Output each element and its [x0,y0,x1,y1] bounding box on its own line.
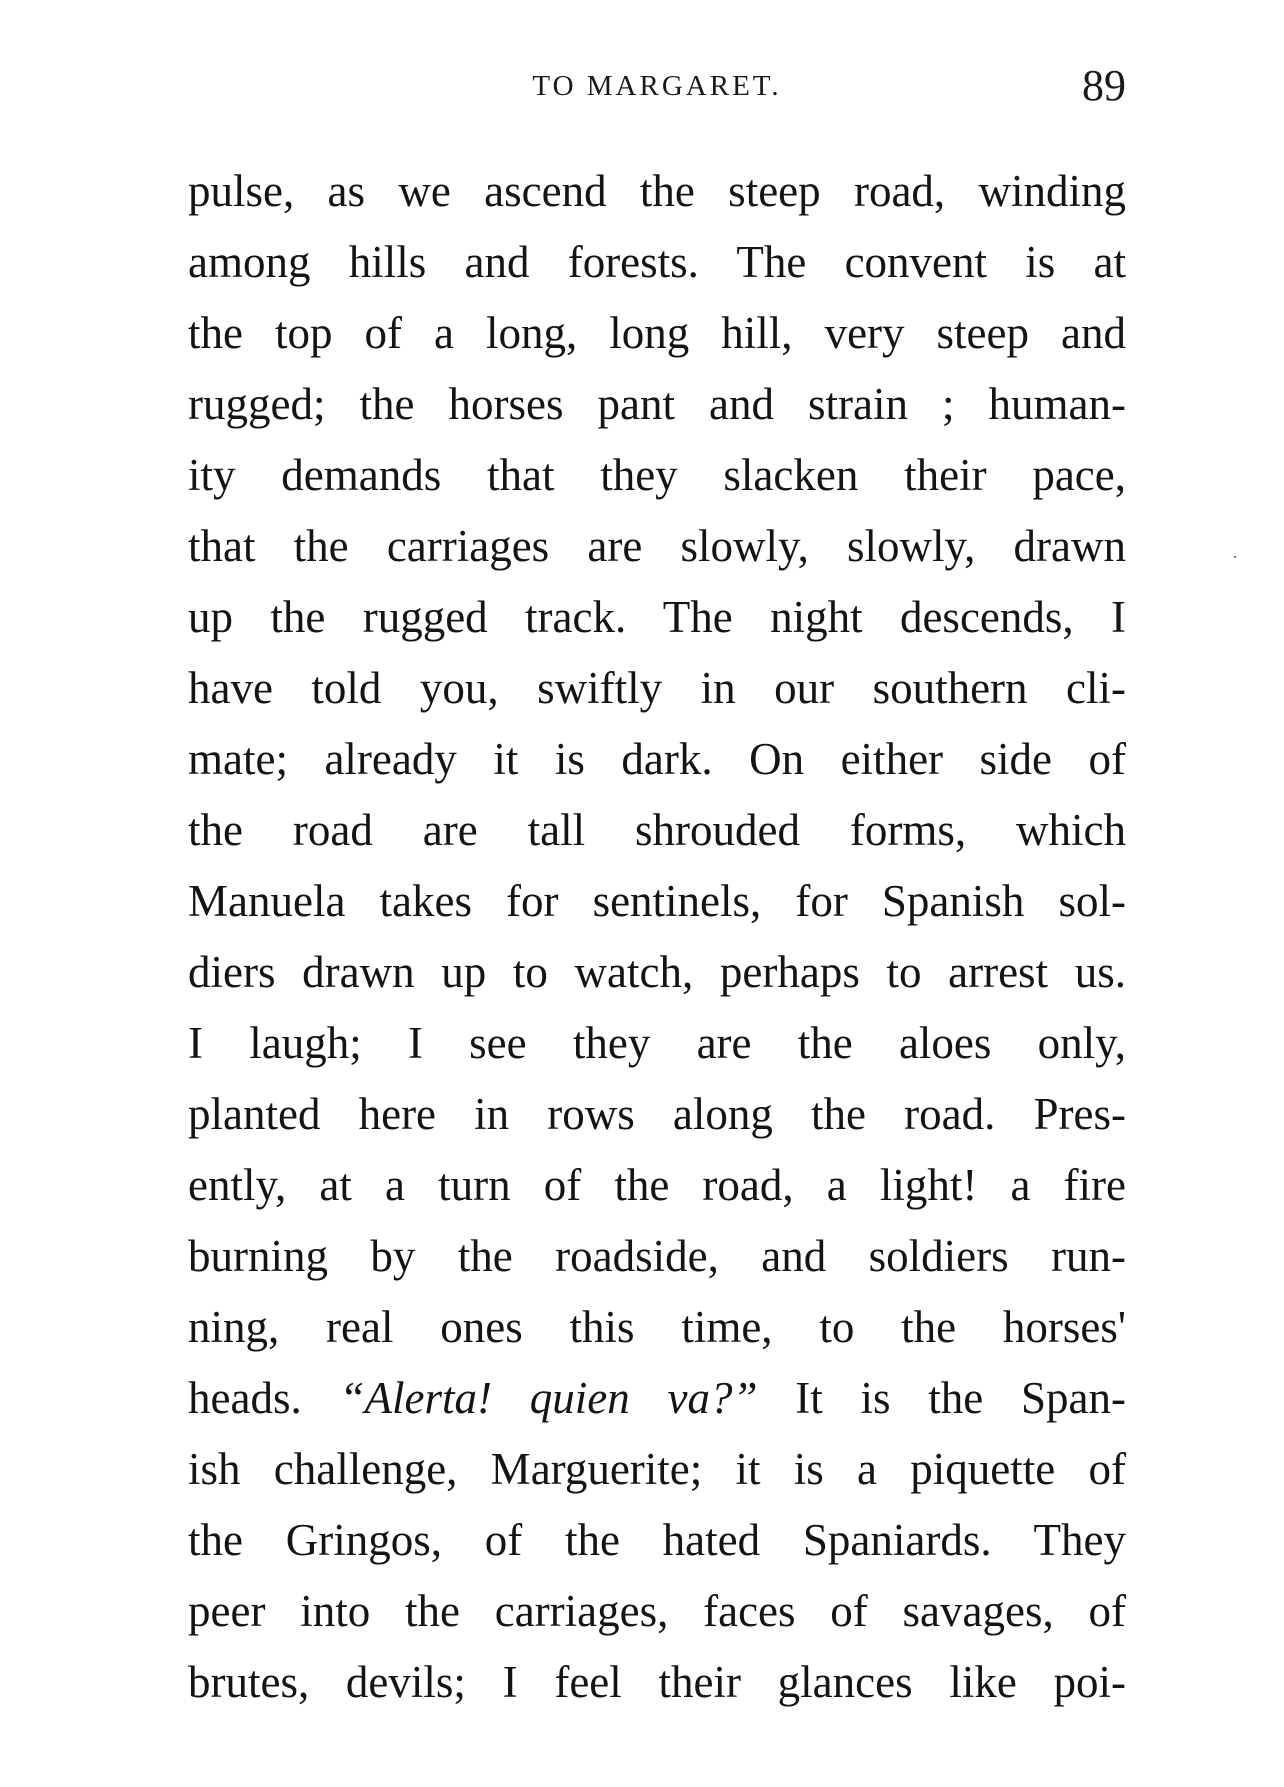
text-line: planted here in rows along the road. Pres- [188,1089,1126,1139]
text-line: ish challenge, Marguerite; it is a piquette of [188,1444,1126,1494]
text-line: mate; already it is dark. On either side of [188,734,1126,784]
page-number: 89 [1082,61,1126,110]
text-line: burning by the roadside, and soldiers run- [188,1231,1126,1281]
running-header [188,60,1126,120]
text-segment: heads. [188,1373,340,1423]
text-line: ently, at a turn of the road, a light! a fire [188,1160,1126,1210]
text-line-with-italic [188,1363,1126,1434]
text-line: peer into the carriages, faces of savages, of [188,1586,1126,1636]
text-line: up the rugged track. The night descends, I [188,592,1126,642]
text-line: diers drawn up to watch, perhaps to arrest us. [188,947,1126,997]
text-line: have told you, swiftly in our southern cli- [188,663,1126,713]
text-line: among hills and forests. The convent is at [188,237,1126,287]
text-line: the Gringos, of the hated Spaniards. They [188,1515,1126,1565]
text-line: pulse, as we ascend the steep road, winding [188,166,1126,216]
text-line: brutes, devils; I feel their glances like poi- [188,1657,1126,1707]
text-line: Manuela takes for sentinels, for Spanish sol- [188,876,1126,926]
text-line: rugged; the horses pant and strain ; human- [188,379,1126,429]
text-line: the road are tall shrouded forms, which [188,805,1126,855]
text-line: I laugh; I see they are the aloes only, [188,1018,1126,1068]
italic-quote: “Alerta! quien va?” [339,1373,758,1423]
body-text [188,156,1126,1718]
text-line: the top of a long, long hill, very steep and [188,308,1126,358]
print-speck [1234,556,1236,558]
running-title: TO MARGARET. [532,70,782,102]
text-segment: It is the Span- [757,1373,1127,1423]
text-line: that the carriages are slowly, slowly, drawn [188,521,1126,571]
text-line: ity demands that they slacken their pace, [188,450,1126,500]
text-line: ning, real ones this time, to the horses' [188,1302,1126,1352]
